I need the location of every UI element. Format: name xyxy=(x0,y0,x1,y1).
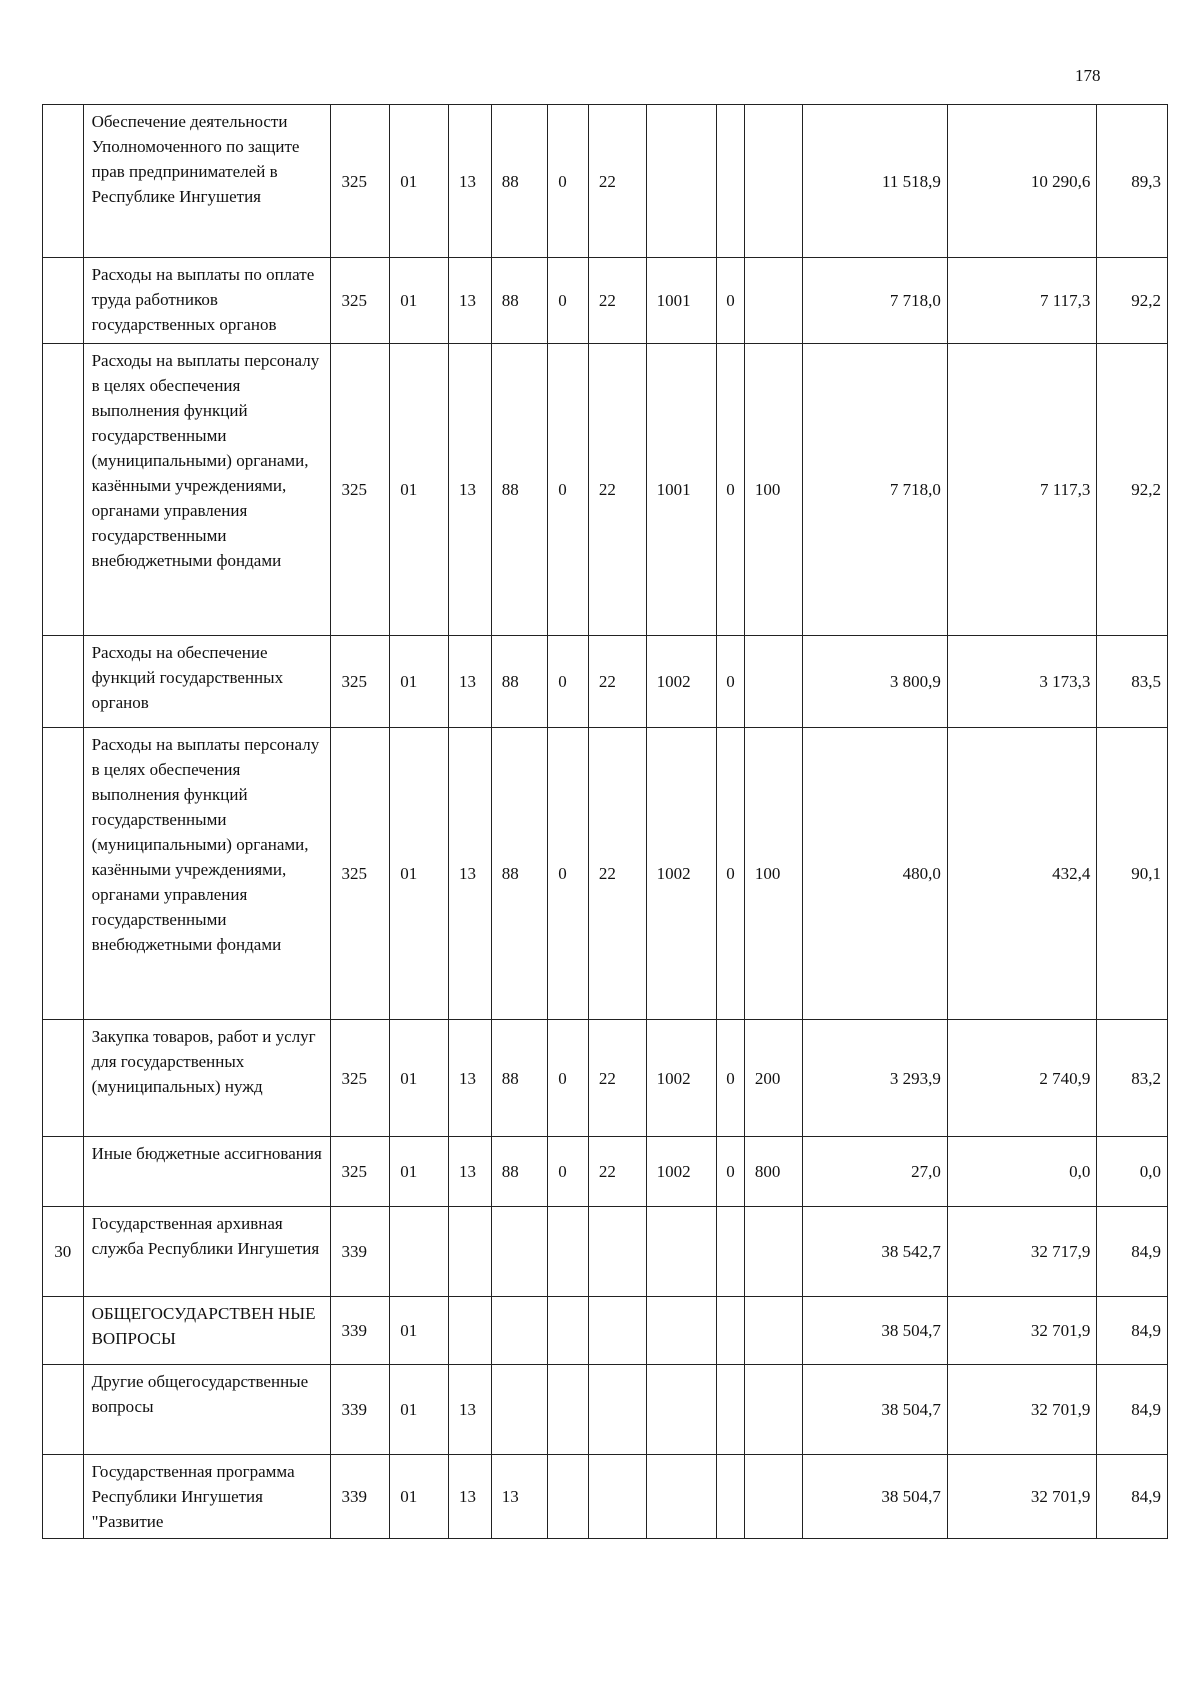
cell-code-1: 325 xyxy=(331,728,390,1020)
cell-code-1: 339 xyxy=(331,1455,390,1539)
cell-code-9: 200 xyxy=(744,1020,802,1137)
cell-percent: 84,9 xyxy=(1097,1207,1168,1297)
cell-code-5 xyxy=(548,1297,589,1365)
cell-code-7 xyxy=(646,105,717,258)
cell-fact: 32 701,9 xyxy=(947,1455,1097,1539)
row-name: ОБЩЕГОСУДАРСТВЕН НЫЕ ВОПРОСЫ xyxy=(83,1297,331,1365)
cell-code-5: 0 xyxy=(548,258,589,344)
cell-percent: 84,9 xyxy=(1097,1455,1168,1539)
cell-plan: 27,0 xyxy=(802,1137,947,1207)
cell-code-3: 13 xyxy=(448,258,491,344)
cell-plan: 3 293,9 xyxy=(802,1020,947,1137)
cell-plan: 38 542,7 xyxy=(802,1207,947,1297)
cell-code-7: 1001 xyxy=(646,258,717,344)
row-number xyxy=(43,258,84,344)
budget-table xyxy=(42,104,1168,1539)
cell-plan: 3 800,9 xyxy=(802,636,947,728)
row-name: Закупка товаров, работ и услуг для государственных (муниципальных) нужд xyxy=(83,1020,331,1137)
cell-code-1: 325 xyxy=(331,1137,390,1207)
cell-code-7: 1002 xyxy=(646,728,717,1020)
table-row xyxy=(43,728,1168,1020)
row-number: 30 xyxy=(43,1207,84,1297)
cell-code-8: 0 xyxy=(717,1020,745,1137)
cell-code-9 xyxy=(744,258,802,344)
cell-code-4: 88 xyxy=(491,344,548,636)
cell-plan: 11 518,9 xyxy=(802,105,947,258)
cell-percent: 84,9 xyxy=(1097,1365,1168,1455)
table-row xyxy=(43,1297,1168,1365)
table-row xyxy=(43,1137,1168,1207)
cell-fact: 32 701,9 xyxy=(947,1297,1097,1365)
cell-code-8 xyxy=(717,105,745,258)
cell-percent: 92,2 xyxy=(1097,344,1168,636)
cell-code-4 xyxy=(491,1207,548,1297)
cell-percent: 92,2 xyxy=(1097,258,1168,344)
cell-code-9 xyxy=(744,105,802,258)
row-name: Расходы на обеспечение функций государственных органов xyxy=(83,636,331,728)
cell-code-7: 1002 xyxy=(646,1020,717,1137)
cell-code-8: 0 xyxy=(717,258,745,344)
cell-code-5 xyxy=(548,1455,589,1539)
table-row xyxy=(43,105,1168,258)
cell-code-7: 1001 xyxy=(646,344,717,636)
cell-code-3: 13 xyxy=(448,1365,491,1455)
cell-code-6: 22 xyxy=(588,344,646,636)
cell-code-4 xyxy=(491,1365,548,1455)
row-number xyxy=(43,728,84,1020)
cell-code-9 xyxy=(744,1365,802,1455)
cell-code-7 xyxy=(646,1297,717,1365)
cell-code-2: 01 xyxy=(390,1297,449,1365)
cell-fact: 0,0 xyxy=(947,1137,1097,1207)
cell-plan: 7 718,0 xyxy=(802,344,947,636)
row-number xyxy=(43,1137,84,1207)
cell-code-2: 01 xyxy=(390,1137,449,1207)
cell-code-4: 13 xyxy=(491,1455,548,1539)
cell-code-2: 01 xyxy=(390,105,449,258)
table-row xyxy=(43,1207,1168,1297)
cell-code-7 xyxy=(646,1365,717,1455)
cell-percent: 83,5 xyxy=(1097,636,1168,728)
cell-code-4: 88 xyxy=(491,105,548,258)
cell-code-3: 13 xyxy=(448,344,491,636)
cell-plan: 38 504,7 xyxy=(802,1365,947,1455)
cell-code-1: 325 xyxy=(331,344,390,636)
cell-code-5 xyxy=(548,1207,589,1297)
row-name: Обеспечение деятельности Уполномоченного по защите прав предпринимателей в Республике Ингушетия xyxy=(83,105,331,258)
cell-code-8: 0 xyxy=(717,636,745,728)
cell-code-6: 22 xyxy=(588,1020,646,1137)
cell-code-4 xyxy=(491,1297,548,1365)
row-name: Иные бюджетные ассигнования xyxy=(83,1137,331,1207)
cell-fact: 32 717,9 xyxy=(947,1207,1097,1297)
cell-code-1: 339 xyxy=(331,1207,390,1297)
cell-code-2: 01 xyxy=(390,344,449,636)
cell-code-1: 325 xyxy=(331,105,390,258)
cell-code-9: 800 xyxy=(744,1137,802,1207)
cell-percent: 0,0 xyxy=(1097,1137,1168,1207)
cell-code-5: 0 xyxy=(548,1137,589,1207)
cell-code-9: 100 xyxy=(744,728,802,1020)
cell-plan: 38 504,7 xyxy=(802,1297,947,1365)
cell-code-9: 100 xyxy=(744,344,802,636)
cell-code-5: 0 xyxy=(548,728,589,1020)
cell-code-5: 0 xyxy=(548,105,589,258)
cell-code-8 xyxy=(717,1365,745,1455)
cell-code-2: 01 xyxy=(390,728,449,1020)
cell-code-2 xyxy=(390,1207,449,1297)
cell-code-3: 13 xyxy=(448,1137,491,1207)
cell-plan: 7 718,0 xyxy=(802,258,947,344)
cell-code-2: 01 xyxy=(390,258,449,344)
row-name: Расходы на выплаты персоналу в целях обеспечения выполнения функций государственными (муниципальными) органами, казёнными учреждениями, органами управления государственными внебюджетными фондами xyxy=(83,344,331,636)
cell-code-6: 22 xyxy=(588,636,646,728)
row-number xyxy=(43,636,84,728)
table-row xyxy=(43,258,1168,344)
cell-code-1: 339 xyxy=(331,1297,390,1365)
cell-code-4: 88 xyxy=(491,636,548,728)
cell-code-6 xyxy=(588,1297,646,1365)
row-name: Государственная программа Республики Ингушетия "Развитие xyxy=(83,1455,331,1539)
cell-code-8: 0 xyxy=(717,1137,745,1207)
row-number xyxy=(43,1455,84,1539)
cell-code-9 xyxy=(744,1297,802,1365)
cell-plan: 480,0 xyxy=(802,728,947,1020)
cell-code-5: 0 xyxy=(548,344,589,636)
row-name: Государственная архивная служба Республики Ингушетия xyxy=(83,1207,331,1297)
cell-code-7: 1002 xyxy=(646,636,717,728)
table-row xyxy=(43,1455,1168,1539)
cell-code-1: 325 xyxy=(331,1020,390,1137)
cell-code-9 xyxy=(744,1207,802,1297)
cell-code-7 xyxy=(646,1207,717,1297)
cell-code-1: 325 xyxy=(331,636,390,728)
cell-fact: 2 740,9 xyxy=(947,1020,1097,1137)
cell-code-6 xyxy=(588,1207,646,1297)
cell-code-3: 13 xyxy=(448,636,491,728)
cell-percent: 89,3 xyxy=(1097,105,1168,258)
cell-code-8 xyxy=(717,1455,745,1539)
cell-code-3: 13 xyxy=(448,1020,491,1137)
cell-code-3: 13 xyxy=(448,728,491,1020)
cell-code-2: 01 xyxy=(390,1455,449,1539)
cell-code-6 xyxy=(588,1455,646,1539)
cell-code-9 xyxy=(744,1455,802,1539)
cell-code-8 xyxy=(717,1297,745,1365)
row-number xyxy=(43,1365,84,1455)
cell-code-5: 0 xyxy=(548,636,589,728)
cell-code-7: 1002 xyxy=(646,1137,717,1207)
cell-code-7 xyxy=(646,1455,717,1539)
cell-fact: 7 117,3 xyxy=(947,258,1097,344)
row-number xyxy=(43,1297,84,1365)
row-number xyxy=(43,1020,84,1137)
cell-percent: 90,1 xyxy=(1097,728,1168,1020)
table-row xyxy=(43,636,1168,728)
cell-percent: 84,9 xyxy=(1097,1297,1168,1365)
cell-code-6: 22 xyxy=(588,728,646,1020)
table-row xyxy=(43,344,1168,636)
cell-code-3 xyxy=(448,1297,491,1365)
row-number xyxy=(43,105,84,258)
cell-code-4: 88 xyxy=(491,728,548,1020)
cell-code-6 xyxy=(588,1365,646,1455)
table-row xyxy=(43,1020,1168,1137)
cell-code-8 xyxy=(717,1207,745,1297)
cell-plan: 38 504,7 xyxy=(802,1455,947,1539)
cell-code-4: 88 xyxy=(491,1137,548,1207)
cell-fact: 7 117,3 xyxy=(947,344,1097,636)
cell-code-6: 22 xyxy=(588,105,646,258)
row-name: Другие общегосударственные вопросы xyxy=(83,1365,331,1455)
page-number: 178 xyxy=(1075,66,1101,85)
cell-code-8: 0 xyxy=(717,344,745,636)
cell-code-2: 01 xyxy=(390,636,449,728)
cell-code-2: 01 xyxy=(390,1020,449,1137)
cell-code-3: 13 xyxy=(448,1455,491,1539)
cell-code-2: 01 xyxy=(390,1365,449,1455)
cell-code-3: 13 xyxy=(448,105,491,258)
cell-fact: 3 173,3 xyxy=(947,636,1097,728)
cell-code-4: 88 xyxy=(491,258,548,344)
cell-code-5 xyxy=(548,1365,589,1455)
cell-code-4: 88 xyxy=(491,1020,548,1137)
cell-code-6: 22 xyxy=(588,258,646,344)
cell-code-8: 0 xyxy=(717,728,745,1020)
cell-code-9 xyxy=(744,636,802,728)
table-row xyxy=(43,1365,1168,1455)
cell-code-1: 339 xyxy=(331,1365,390,1455)
row-name: Расходы на выплаты персоналу в целях обеспечения выполнения функций государственными (муниципальными) органами, казёнными учреждениями, органами управления государственными внебюджетными фондами xyxy=(83,728,331,1020)
cell-code-3 xyxy=(448,1207,491,1297)
cell-code-5: 0 xyxy=(548,1020,589,1137)
row-name: Расходы на выплаты по оплате труда работников государственных органов xyxy=(83,258,331,344)
row-number xyxy=(43,344,84,636)
cell-code-6: 22 xyxy=(588,1137,646,1207)
cell-code-1: 325 xyxy=(331,258,390,344)
cell-percent: 83,2 xyxy=(1097,1020,1168,1137)
cell-fact: 432,4 xyxy=(947,728,1097,1020)
cell-fact: 32 701,9 xyxy=(947,1365,1097,1455)
cell-fact: 10 290,6 xyxy=(947,105,1097,258)
